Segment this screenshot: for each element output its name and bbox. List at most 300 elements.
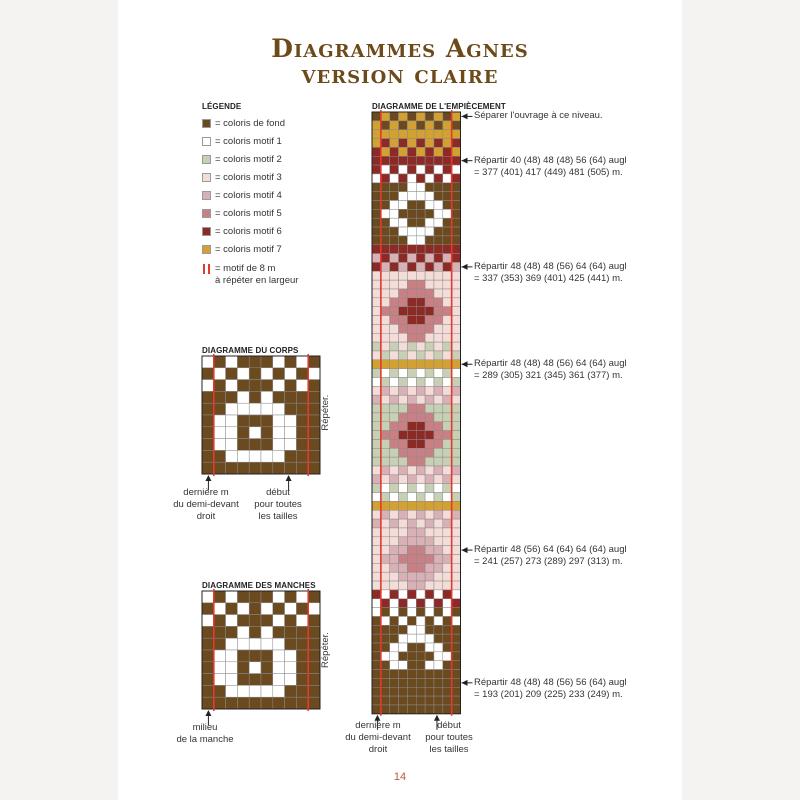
legend-item-fond: [202, 117, 285, 129]
sleeve-chart-cell: [261, 626, 273, 638]
yoke-chart-cell: [443, 422, 452, 431]
yoke-chart-cell: [443, 378, 452, 387]
yoke-chart-cell: [416, 254, 425, 263]
yoke-chart-cell: [443, 130, 452, 139]
yoke-chart-cell: [443, 236, 452, 245]
sleeve-chart-cell: [308, 650, 320, 662]
yoke-chart-cell: [425, 678, 434, 687]
yoke-note-increase: [474, 261, 627, 285]
yoke-chart-cell: [390, 431, 399, 440]
yoke-chart-cell: [452, 696, 461, 705]
yoke-chart-cell: [443, 413, 452, 422]
yoke-chart-cell: [381, 563, 390, 572]
yoke-chart-cell: [390, 192, 399, 201]
yoke-chart-cell: [381, 201, 390, 210]
label-line: début: [437, 720, 461, 731]
yoke-chart-cell: [399, 687, 408, 696]
yoke-chart-cell: [434, 528, 443, 537]
sleeve-chart-cell: [226, 697, 238, 709]
yoke-chart-cell: [390, 262, 399, 271]
yoke-chart-cell: [381, 209, 390, 218]
yoke-chart-cell: [452, 262, 461, 271]
yoke-chart-cell: [390, 395, 399, 404]
yoke-chart-cell: [452, 360, 461, 369]
yoke-chart-cell: [407, 493, 416, 502]
body-chart-cell: [308, 427, 320, 439]
yoke-chart-cell: [443, 510, 452, 519]
yoke-chart-cell: [425, 262, 434, 271]
yoke-chart-cell: [416, 369, 425, 378]
yoke-chart-cell: [425, 254, 434, 263]
yoke-chart-cell: [381, 616, 390, 625]
sleeve-chart-cell: [261, 674, 273, 686]
yoke-chart-cell: [434, 643, 443, 652]
yoke-chart-cell: [372, 280, 381, 289]
yoke-chart-cell: [381, 324, 390, 333]
yoke-chart-cell: [390, 130, 399, 139]
sleeve-chart-cell: [296, 591, 308, 603]
sleeve-chart-cell: [261, 603, 273, 615]
yoke-chart-cell: [443, 572, 452, 581]
yoke-chart-cell: [443, 501, 452, 510]
yoke-chart-cell: [443, 448, 452, 457]
yoke-chart-cell: [434, 386, 443, 395]
legend-item-motif-7: [202, 243, 282, 255]
yoke-chart-cell: [443, 227, 452, 236]
yoke-chart-cell: [399, 493, 408, 502]
yoke-chart-cell: [425, 307, 434, 316]
yoke-chart-cell: [425, 484, 434, 493]
yoke-chart-cell: [407, 236, 416, 245]
yoke-chart-cell: [390, 386, 399, 395]
label-line: pour toutes: [425, 732, 473, 743]
yoke-chart-cell: [372, 537, 381, 546]
yoke-chart-cell: [399, 386, 408, 395]
yoke-chart-cell: [452, 413, 461, 422]
yoke-chart-cell: [452, 183, 461, 192]
yoke-chart-cell: [452, 227, 461, 236]
yoke-chart-cell: [434, 165, 443, 174]
yoke-chart-cell: [425, 165, 434, 174]
yoke-chart-cell: [399, 608, 408, 617]
yoke-chart-cell: [452, 218, 461, 227]
yoke-chart-cell: [425, 324, 434, 333]
legend-item-motif-5: [202, 207, 282, 219]
yoke-chart-cell: [407, 422, 416, 431]
body-chart-cell: [237, 403, 249, 415]
yoke-chart-cell: [399, 457, 408, 466]
yoke-chart-cell: [399, 147, 408, 156]
yoke-chart-cell: [390, 519, 399, 528]
sleeve-chart-cell: [285, 591, 297, 603]
body-chart-cell: [261, 415, 273, 427]
yoke-chart-cell: [416, 581, 425, 590]
yoke-chart-cell: [390, 378, 399, 387]
body-chart-cell: [273, 427, 285, 439]
yoke-chart-cell: [399, 130, 408, 139]
body-chart-cell: [226, 356, 238, 368]
yoke-chart-cell: [416, 262, 425, 271]
yoke-chart-cell: [390, 254, 399, 263]
yoke-chart-cell: [372, 209, 381, 218]
sleeve-chart-cell: [273, 650, 285, 662]
yoke-chart-cell: [399, 404, 408, 413]
yoke-chart-cell: [372, 625, 381, 634]
yoke-chart-cell: [372, 696, 381, 705]
yoke-chart-cell: [372, 599, 381, 608]
yoke-chart-cell: [443, 696, 452, 705]
yoke-chart-cell: [372, 254, 381, 263]
yoke-chart-cell: [452, 457, 461, 466]
yoke-chart-cell: [407, 528, 416, 537]
yoke-chart-cell: [425, 112, 434, 121]
note-arrow-head: [462, 113, 468, 119]
yoke-chart-cell: [416, 555, 425, 564]
label-line: les tailles: [429, 744, 469, 755]
body-chart-cell: [249, 356, 261, 368]
yoke-chart-cell: [452, 333, 461, 342]
yoke-chart-cell: [372, 351, 381, 360]
yoke-chart-cell: [443, 289, 452, 298]
yoke-chart-cell: [452, 112, 461, 121]
sleeve-chart-cell: [261, 615, 273, 627]
yoke-chart-cell: [416, 413, 425, 422]
yoke-chart-cell: [381, 590, 390, 599]
sleeve-chart-cell: [202, 615, 214, 627]
yoke-chart-cell: [434, 563, 443, 572]
yoke-chart-cell: [399, 209, 408, 218]
yoke-chart-cell: [452, 687, 461, 696]
yoke-chart-cell: [452, 705, 461, 714]
body-chart-cell: [261, 380, 273, 392]
yoke-chart-cell: [390, 457, 399, 466]
yoke-chart-cell: [434, 493, 443, 502]
body-chart-cell: [308, 391, 320, 403]
body-chart-cell: [285, 415, 297, 427]
yoke-chart-cell: [407, 280, 416, 289]
sleeve-chart-cell: [202, 591, 214, 603]
yoke-chart-cell: [425, 643, 434, 652]
yoke-chart-cell: [452, 519, 461, 528]
body-chart-cell: [202, 403, 214, 415]
yoke-chart-cell: [452, 572, 461, 581]
yoke-chart-cell: [452, 510, 461, 519]
yoke-chart-cell: [443, 147, 452, 156]
yoke-chart-cell: [434, 555, 443, 564]
yoke-chart-cell: [372, 572, 381, 581]
legend-item-motif-2: [202, 153, 282, 165]
yoke-chart-cell: [407, 572, 416, 581]
note-line: Séparer l'ouvrage à ce niveau.: [474, 110, 603, 122]
sleeve-chart-cell: [202, 638, 214, 650]
body-chart-cell: [285, 356, 297, 368]
body-chart-cell: [237, 462, 249, 474]
yoke-chart-cell: [390, 599, 399, 608]
yoke-chart-cell: [416, 678, 425, 687]
yoke-chart-cell: [372, 652, 381, 661]
yoke-chart-cell: [390, 616, 399, 625]
body-chart-cell: [296, 462, 308, 474]
yoke-chart-cell: [434, 289, 443, 298]
yoke-chart-cell: [407, 183, 416, 192]
sleeve-chart-cell: [308, 674, 320, 686]
yoke-chart-cell: [399, 475, 408, 484]
yoke-chart-cell: [416, 661, 425, 670]
yoke-chart-cell: [372, 369, 381, 378]
yoke-chart-cell: [381, 599, 390, 608]
yoke-chart-cell: [407, 307, 416, 316]
yoke-chart-cell: [434, 174, 443, 183]
yoke-chart-cell: [372, 661, 381, 670]
yoke-chart-cell: [416, 670, 425, 679]
sleeve-chart-cell: [249, 591, 261, 603]
body-chart-cell: [237, 450, 249, 462]
yoke-chart-cell: [452, 404, 461, 413]
sleeve-chart-cell: [273, 674, 285, 686]
yoke-chart-cell: [381, 678, 390, 687]
body-chart-cell: [237, 439, 249, 451]
yoke-chart-cell: [407, 271, 416, 280]
yoke-chart-cell: [381, 369, 390, 378]
yoke-chart-cell: [452, 422, 461, 431]
swatch-icon: [202, 137, 211, 146]
yoke-chart-cell: [399, 324, 408, 333]
body-chart-cell: [214, 368, 226, 380]
yoke-chart-cell: [443, 165, 452, 174]
yoke-chart-cell: [416, 572, 425, 581]
label-line: du demi-devant: [173, 499, 239, 510]
yoke-chart-cell: [390, 555, 399, 564]
yoke-chart-cell: [425, 360, 434, 369]
yoke-chart-cell: [407, 696, 416, 705]
yoke-chart-cell: [452, 484, 461, 493]
yoke-chart-cell: [434, 608, 443, 617]
yoke-chart-cell: [443, 599, 452, 608]
yoke-chart-cell: [372, 395, 381, 404]
yoke-chart-cell: [416, 608, 425, 617]
yoke-chart-cell: [407, 342, 416, 351]
yoke-chart-cell: [443, 457, 452, 466]
sleeve-chart-heading: DIAGRAMME DES MANCHES: [202, 581, 316, 590]
yoke-chart-cell: [434, 599, 443, 608]
yoke-chart-cell: [390, 236, 399, 245]
yoke-chart-cell: [381, 236, 390, 245]
yoke-chart-cell: [434, 572, 443, 581]
yoke-chart-cell: [425, 351, 434, 360]
yoke-chart-cell: [425, 661, 434, 670]
yoke-chart-cell: [399, 289, 408, 298]
yoke-chart-cell: [407, 457, 416, 466]
swatch-icon: [202, 245, 211, 254]
yoke-chart-cell: [434, 625, 443, 634]
body-chart-cell: [214, 427, 226, 439]
yoke-chart-cell: [381, 457, 390, 466]
yoke-chart-cell: [381, 262, 390, 271]
yoke-chart-cell: [407, 209, 416, 218]
yoke-chart-cell: [434, 439, 443, 448]
yoke-chart-cell: [452, 608, 461, 617]
sleeve-chart-cell: [226, 638, 238, 650]
sleeve-chart-cell: [308, 591, 320, 603]
yoke-chart-cell: [407, 404, 416, 413]
body-chart-cell: [285, 427, 297, 439]
yoke-chart-cell: [434, 519, 443, 528]
yoke-chart-cell: [416, 209, 425, 218]
yoke-chart-cell: [425, 581, 434, 590]
yoke-chart-cell: [416, 218, 425, 227]
yoke-chart-cell: [399, 661, 408, 670]
yoke-chart-cell: [372, 546, 381, 555]
yoke-chart-cell: [434, 537, 443, 546]
yoke-chart-cell: [390, 501, 399, 510]
body-chart-cell: [296, 368, 308, 380]
yoke-chart-cell: [381, 696, 390, 705]
yoke-chart-cell: [372, 590, 381, 599]
yoke-chart-cell: [434, 360, 443, 369]
yoke-chart-cell: [452, 174, 461, 183]
yoke-chart-cell: [434, 333, 443, 342]
yoke-chart-cell: [434, 130, 443, 139]
label-line: début: [266, 487, 290, 498]
yoke-chart-cell: [407, 448, 416, 457]
yoke-chart-cell: [452, 439, 461, 448]
yoke-chart-cell: [407, 705, 416, 714]
yoke-chart-cell: [390, 227, 399, 236]
body-label-start: [245, 487, 311, 523]
yoke-chart-cell: [399, 678, 408, 687]
pattern-page: [118, 0, 682, 800]
yoke-chart-cell: [372, 457, 381, 466]
note-line: = 377 (401) 417 (449) 481 (505) m.: [474, 166, 623, 178]
yoke-chart-cell: [390, 510, 399, 519]
yoke-chart-cell: [372, 192, 381, 201]
yoke-chart-cell: [434, 307, 443, 316]
yoke-chart-cell: [407, 201, 416, 210]
yoke-chart-cell: [381, 422, 390, 431]
yoke-chart-cell: [399, 484, 408, 493]
yoke-chart-cell: [381, 245, 390, 254]
yoke-chart-cell: [372, 165, 381, 174]
yoke-chart-cell: [425, 696, 434, 705]
yoke-chart-cell: [381, 661, 390, 670]
sleeve-chart-cell: [226, 626, 238, 638]
yoke-chart-cell: [452, 546, 461, 555]
yoke-chart-cell: [399, 112, 408, 121]
yoke-chart-cell: [425, 457, 434, 466]
note-arrow-head: [462, 680, 468, 686]
yoke-chart-cell: [452, 581, 461, 590]
body-chart-cell: [285, 391, 297, 403]
body-chart-cell: [214, 439, 226, 451]
body-chart-cell: [214, 356, 226, 368]
yoke-chart-cell: [452, 316, 461, 325]
yoke-chart-cell: [381, 174, 390, 183]
yoke-chart-cell: [399, 510, 408, 519]
yoke-chart-cell: [416, 395, 425, 404]
yoke-chart-cell: [390, 112, 399, 121]
body-chart-cell: [202, 368, 214, 380]
sleeve-chart-cell: [285, 615, 297, 627]
yoke-chart-cell: [434, 271, 443, 280]
yoke-chart-cell: [443, 475, 452, 484]
yoke-chart-cell: [381, 493, 390, 502]
yoke-chart-cell: [452, 625, 461, 634]
yoke-chart-cell: [443, 687, 452, 696]
yoke-chart-cell: [416, 245, 425, 254]
yoke-chart-cell: [407, 546, 416, 555]
sleeve-chart-cell: [237, 591, 249, 603]
yoke-chart-cell: [381, 555, 390, 564]
label-line: dernière m: [355, 720, 401, 731]
yoke-chart-cell: [425, 501, 434, 510]
yoke-chart-cell: [434, 209, 443, 218]
yoke-chart-cell: [452, 563, 461, 572]
yoke-chart-cell: [416, 537, 425, 546]
yoke-chart-cell: [381, 404, 390, 413]
yoke-chart-cell: [381, 519, 390, 528]
body-chart-cell: [237, 368, 249, 380]
yoke-chart-cell: [434, 404, 443, 413]
yoke-chart-cell: [399, 599, 408, 608]
note-line: Répartir 48 (48) 48 (56) 64 (64) augl: [474, 260, 627, 272]
yoke-chart-cell: [425, 546, 434, 555]
sleeve-chart-cell: [249, 615, 261, 627]
yoke-chart-cell: [425, 386, 434, 395]
yoke-chart-cell: [416, 165, 425, 174]
body-chart-cell: [308, 450, 320, 462]
yoke-chart-cell: [390, 165, 399, 174]
yoke-chart-cell: [452, 634, 461, 643]
yoke-chart-cell: [399, 165, 408, 174]
yoke-chart-cell: [381, 342, 390, 351]
yoke-chart-cell: [407, 254, 416, 263]
yoke-chart-cell: [452, 395, 461, 404]
yoke-chart-cell: [425, 422, 434, 431]
note-line: = 337 (353) 369 (401) 425 (441) m.: [474, 272, 623, 284]
yoke-chart-cell: [372, 616, 381, 625]
yoke-chart-cell: [381, 271, 390, 280]
yoke-chart-cell: [416, 156, 425, 165]
label-line: pour toutes: [254, 499, 302, 510]
sleeve-chart-cell: [261, 685, 273, 697]
yoke-chart-cell: [434, 422, 443, 431]
yoke-chart-cell: [390, 652, 399, 661]
yoke-chart-cell: [407, 369, 416, 378]
yoke-chart-cell: [399, 422, 408, 431]
yoke-chart-cell: [443, 112, 452, 121]
yoke-chart-cell: [399, 555, 408, 564]
body-chart-cell: [296, 403, 308, 415]
yoke-chart-cell: [407, 643, 416, 652]
yoke-chart-cell: [443, 316, 452, 325]
yoke-chart-cell: [381, 254, 390, 263]
yoke-chart-cell: [416, 493, 425, 502]
sleeve-chart-cell: [296, 650, 308, 662]
yoke-chart-cell: [390, 625, 399, 634]
sleeve-chart-cell: [273, 603, 285, 615]
yoke-chart-cell: [452, 298, 461, 307]
yoke-chart-cell: [407, 555, 416, 564]
yoke-chart-cell: [425, 670, 434, 679]
legend-item-motif-3: [202, 171, 282, 183]
yoke-chart-cell: [407, 563, 416, 572]
body-chart-cell: [273, 368, 285, 380]
yoke-chart-cell: [390, 333, 399, 342]
yoke-chart-cell: [381, 484, 390, 493]
swatch-icon: [202, 227, 211, 236]
yoke-chart-cell: [372, 687, 381, 696]
yoke-chart-cell: [416, 501, 425, 510]
